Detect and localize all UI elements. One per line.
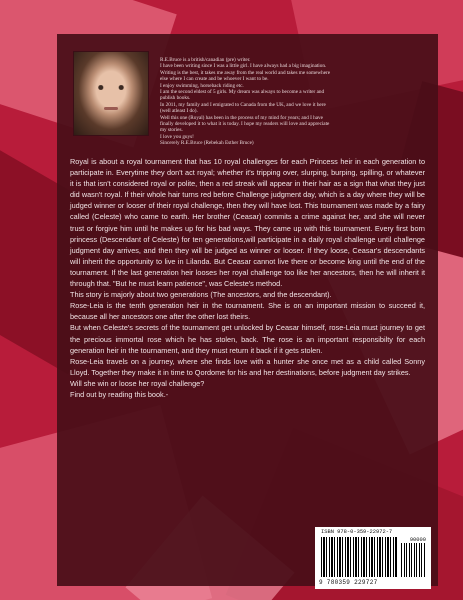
bio-line: publish books. [160, 95, 191, 102]
bio-line: else where I can create and be whoever I want to be. [160, 76, 269, 83]
bio-line: my stories. [160, 127, 183, 134]
description-paragraph: Royal is about a royal tournament that has 10 royal challenges for each Princess heir in each generation to participate in. Everytime they don't act royal; whether it's tripping over, slurping, burping, spilling, or whatever it is that isn't considered royal or polite, then a red streak will appear in their hair as a sign that what they just did wasn't royal. If their whole hair turns red before Challenge judgment day, which is a day where they will be judged winner or looser of their royal challenge, then they will have lost. This tournament was made by a fairy called (Celeste) who came to earth. Her brother (Ceasar) commits a crime against her, and she will never trust or forgive him until he makes up for his bad ways. They came up with this tournament. Every first born princess (Descendant of Celeste) for ten generations,will participate in a daily royal challenge until challenge judgment day arrives, and then they will be judged as winner or looser. If they loose, Ceasar's descendants will inherit the opportunity to live in Lilanda. But Ceasar cannot live there or become king until the end of the tournament. If the last generation heir looses her royal challenge too like her ancestors, then he will inherit it through that. "But he must learn patience", was Celeste's method. [70, 157, 425, 289]
bio-line: I enjoy swimming, horseback riding etc. [160, 82, 244, 89]
bio-line: Writing is the best, it takes me away from the real world and takes me somewhere [160, 69, 331, 76]
bio-line: I am the second eldest of 5 girls. My dream was always to become a writer and [160, 89, 325, 96]
description-paragraph: Will she win or loose her royal challenge? [70, 378, 205, 388]
isbn-text: ISBN 978-0-359-22972-7 [321, 529, 393, 535]
bio-line: I love you guys! [160, 133, 194, 140]
bio-line: (well atleast I do). [160, 108, 198, 115]
author-bio [160, 57, 422, 147]
addon-barcode-bars [401, 543, 425, 577]
author-photo [73, 51, 149, 136]
barcode-bars [321, 537, 397, 577]
book-description [70, 156, 425, 400]
barcode-digits: 9 780359 229727 [319, 579, 378, 586]
bio-line: Sincerely R.E.Bruce (Rebekah Esther Bruce) [160, 140, 254, 147]
bio-line: R.E.Bruce is a british/canadian (pre) writer. [160, 57, 251, 63]
bio-line: finally developed it to what it is today. I hope my readers will love and appreciate [160, 121, 330, 128]
bio-line: In 2011, my family and I emigrated to Canada from the UK, and we love it here [160, 101, 326, 108]
bio-line: I have been writing since I was a little girl. I have always had a big imagination. [160, 63, 327, 70]
description-paragraph: Find out by reading this book.- [70, 389, 169, 399]
bio-line: Well this one (Royal) has been in the process of my mind for years; and I have [160, 114, 323, 121]
description-paragraph: Rose-Leia travels on a journey, where she finds love with a hunter she once met as a child called Sonny Lloyd. Together they make it in time to Qordome for his and her destinations, before judgment day strikes. [70, 356, 425, 377]
price-code: 90000 [409, 537, 426, 543]
isbn-barcode [315, 527, 431, 589]
description-paragraph: Rose-Leia is the tenth generation heir in the tournament. She is on an important mission to succeed it, because all her ancestors one after the other lost theirs. [70, 301, 425, 322]
description-paragraph: But when Celeste's secrets of the tournament get unlocked by Ceasar himself, rose-Leia must journey to get the precious immortal rose which he has stolen, back. The rose is an important responsibilty for each generation heir in the tournament, and they must return it back if it gets stolen. [70, 323, 425, 355]
description-paragraph: This story is majorly about two generations (The ancestors, and the descendant). [70, 290, 332, 300]
